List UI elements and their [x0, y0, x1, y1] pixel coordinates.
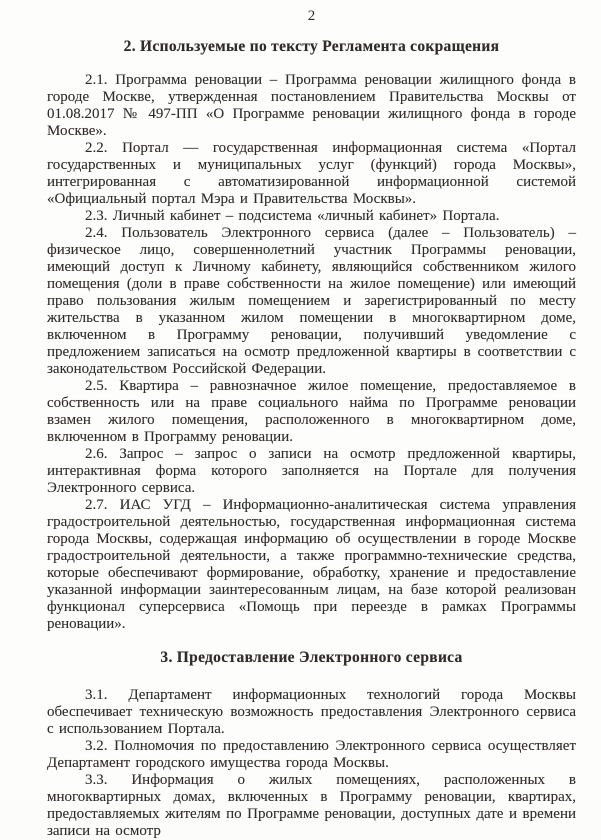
paragraph-3-3: 3.3. Информация о жилых помещениях, расположенных в многоквартирных домах, включенных в Программу реновации, квартирах, предоставляемых жителям по Программе реновации, доступных дате и времени записи на осмотр: [47, 772, 576, 839]
paragraph-2-1: 2.1. Программа реновации – Программа реновации жилищного фонда в городе Москве, утвержденная постановлением Правительства Москвы от 01.08.2017 № 497-ПП «О Программе реновации жилищного фонда в городе Москве».: [47, 72, 576, 139]
paragraph-3-1: 3.1. Департамент информационных технологий города Москвы обеспечивает техническую возможность предоставления Электронного сервиса с использованием Портала.: [47, 687, 576, 737]
paragraph-2-2: 2.2. Портал — государственная информационная система «Портал государственных и муниципальных услуг (функций) города Москвы», интегрированная с автоматизированной информационной системой «Официальный портал Мэра и Правительства Москвы».: [47, 140, 576, 207]
paragraph-2-4: 2.4. Пользователь Электронного сервиса (далее – Пользователь) – физическое лицо, совершеннолетний участник Программы реновации, имеющий доступ к Личному кабинету, являющийся собственником жилого помещения (доли в праве собственности на жилое помещение) или имеющий право пользования жилым помещением и зарегистрированный по месту жительства в указанном жилом помещении в многоквартирном доме, включенном в Программу реновации, получивший уведомление с предложением записаться на осмотр предложенной квартиры в соответствии с законодательством Российской Федерации.: [47, 225, 576, 377]
paragraph-2-6: 2.6. Запрос – запрос о записи на осмотр предложенной квартиры, интерактивная форма которого заполняется на Портале для получения Электронного сервиса.: [47, 446, 576, 496]
paragraph-2-7: 2.7. ИАС УГД – Информационно-аналитическая система управления градостроительной деятельностью, государственная информационная система города Москвы, содержащая информацию об осуществлении в городе Москве градостроительной деятельности, а также программно-технические средства, которые обеспечивают формирование, обработку, хранение и предоставление указанной информации заинтересованным лицам, на базе которой реализован функционал суперсервиса «Помощь при переезде в рамках Программы реновации».: [47, 497, 576, 632]
paragraph-2-5: 2.5. Квартира – равнозначное жилое помещение, предоставляемое в собственность или на праве социального найма по Программе реновации взамен жилого помещения, расположенного в многоквартирном доме, включенном в Программу реновации.: [47, 378, 576, 445]
section-3-heading: 3. Предоставление Электронного сервиса: [160, 649, 463, 666]
paragraph-3-2: 3.2. Полномочия по предоставлению Электронного сервиса осуществляет Департамент городского имущества города Москвы.: [47, 738, 576, 771]
section-2-heading: 2. Используемые по тексту Регламента сокращения: [123, 38, 500, 55]
page-number: 2: [307, 8, 316, 24]
paragraph-2-3: 2.3. Личный кабинет – подсистема «личный кабинет» Портала.: [85, 208, 500, 224]
